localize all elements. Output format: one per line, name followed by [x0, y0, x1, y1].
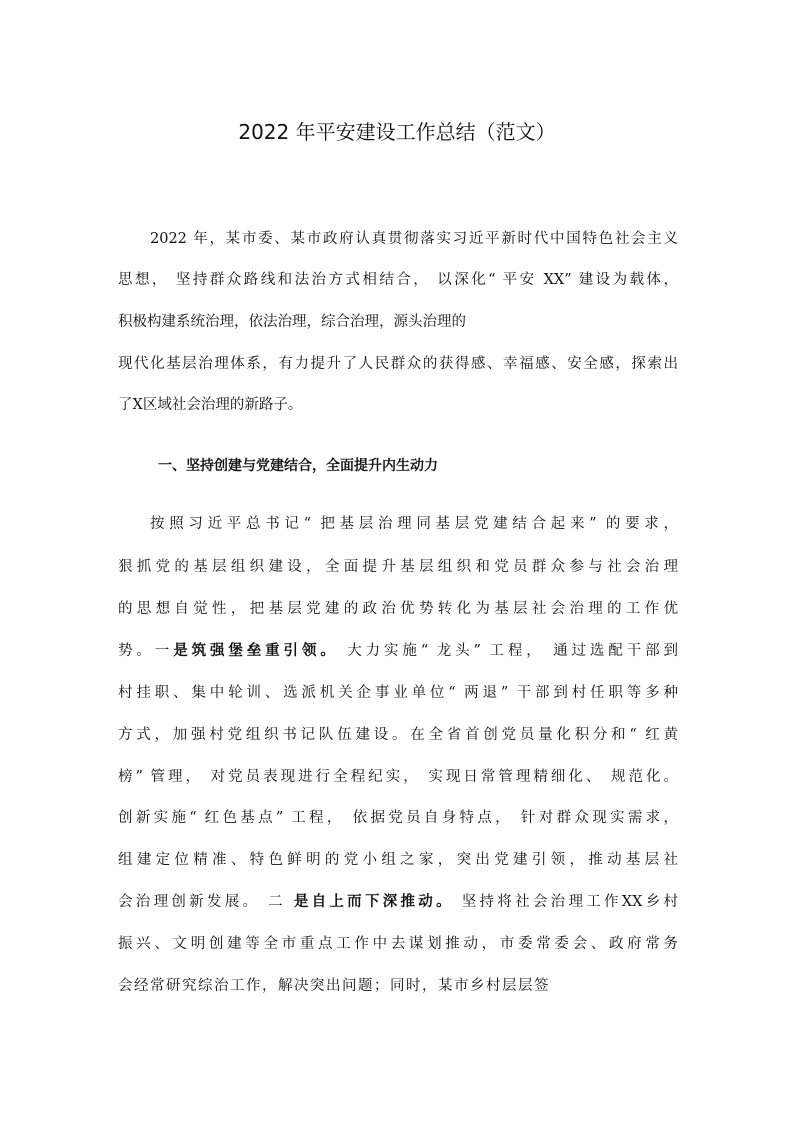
section-heading: 一、坚持创建与党建结合，全面提升内生动力 [158, 458, 438, 474]
paragraph-line: 会经常研究综治工作，解决突出问题；同时，某市乡村层层签 [118, 978, 550, 994]
document-title: 2022 年平安建设工作总结（范文） [238, 120, 556, 144]
paragraph-line: 的思想自觉性，把基层党建的政治优势转化为基层社会治理的工作优 [118, 601, 678, 617]
paragraph-line: 了X区域社会治理的新路子。 [118, 397, 303, 413]
paragraph-line: 村挂职、集中轮训、选派机关企事业单位“ 两退” 干部到村任职等多种 [118, 685, 678, 701]
bold-text: 是筑强堡垒重引领。 [173, 643, 339, 659]
paragraph-line: 创新实施“ 红色基点” 工程， 依据党员自身特点， 针对群众现实需求， [118, 810, 678, 826]
paragraph-line [118, 641, 678, 661]
paragraph-line: 积极构建系统治理，依法治理，综合治理，源头治理的 [118, 314, 466, 330]
paragraph-line: 组建定位精准、特色鲜明的党小组之家，突出党建引领，推动基层社 [118, 852, 678, 868]
text: 大力实施“ 龙头” 工程， 通过选配干部到 [338, 643, 679, 659]
paragraph-line: 方式，加强村党组织书记队伍建设。在全省首创党员量化积分和“ 红黄 [118, 727, 678, 743]
paragraph-line: 狠抓党的基层组织建设，全面提升基层组织和党员群众参与社会治理 [118, 559, 678, 575]
paragraph-line: 榜” 管理， 对党员表现进行全程纪实， 实现日常管理精细化、 规范化。 [118, 769, 678, 785]
text: 会治理创新发展。 二 [118, 894, 294, 910]
text: 坚持将社会治理工作XX乡村 [453, 894, 679, 910]
paragraph-line: 现代化基层治理体系，有力提升了人民群众的获得感、幸福感、安全感，探索出 [118, 356, 678, 372]
bold-text: 是自上而下深推动。 [293, 894, 454, 910]
paragraph-line: 按照习近平总书记“ 把基层治理同基层党建结合起来” 的要求， [150, 516, 678, 532]
paragraph-line: 思想， 坚持群众路线和法治方式相结合， 以深化“ 平安 XX” 建设为载体， [118, 272, 678, 288]
paragraph-line: 2022 年，某市委、某市政府认真贯彻落实习近平新时代中国特色社会主义 [150, 231, 678, 247]
paragraph-line [118, 892, 678, 912]
text: 势。一 [118, 643, 174, 659]
paragraph-line: 振兴、文明创建等全市重点工作中去谋划推动，市委常委会、政府常务 [118, 936, 678, 952]
